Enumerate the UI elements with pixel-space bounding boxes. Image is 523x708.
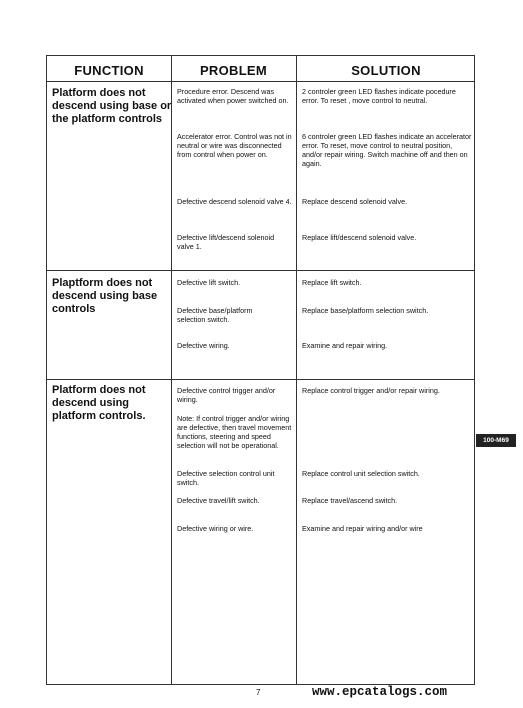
solution-3-3: Replace travel/ascend switch. [302, 496, 398, 505]
problem-1-3: Defective descend solenoid valve 4. [177, 197, 292, 206]
problem-3-3: Defective travel/lift switch. [177, 496, 260, 505]
problem-3-4: Defective wiring or wire. [177, 524, 254, 533]
column-divider [171, 56, 172, 684]
function-2: Plaptform does not descend using base controls [52, 277, 158, 315]
problem-2-2: Defective base/platform selection switch. [177, 306, 253, 324]
header-function: FUNCTION [74, 63, 144, 78]
solution-3-2: Replace control unit selection switch. [302, 469, 420, 478]
solution-3-1: Replace control trigger and/or repair wiring. [302, 386, 440, 395]
problem-3-1: Defective control trigger and/or wiring. [177, 386, 276, 404]
section-divider [47, 379, 474, 380]
header-solution: SOLUTION [351, 63, 421, 78]
troubleshooting-table [46, 55, 475, 685]
problem-1-2: Accelerator error. Control was not in neutral or wire was disconnected from control when power on. [177, 132, 292, 159]
column-divider [296, 56, 297, 684]
solution-1-4: Replace lift/descend solenoid valve. [302, 233, 417, 242]
solution-1-1: 2 controler green LED flashes indicate pocedure error. To reset , move control to neutral. [302, 87, 456, 105]
function-3: Platform does not descend using platform controls. [52, 384, 146, 422]
solution-1-3: Replace descend solenoid valve. [302, 197, 408, 206]
solution-2-1: Replace lift switch. [302, 278, 362, 287]
problem-2-1: Defective lift switch. [177, 278, 241, 287]
problem-1-4: Defective lift/descend solenoid valve 1. [177, 233, 275, 251]
solution-2-2: Replace base/platform selection switch. [302, 306, 429, 315]
solution-1-2: 6 controler green LED flashes indicate an accelerator error. To reset, move control to neutral position, and/or repair wiring. Switch machine off and then on again. [302, 132, 472, 168]
problem-2-3: Defective wiring. [177, 341, 230, 350]
problem-3-note: Note: If control trigger and/or wiring are defective, then travel movement functions, steering and speed selection will not be operational. [177, 414, 292, 450]
page-number: 7 [256, 688, 261, 697]
header-problem: PROBLEM [199, 63, 268, 78]
solution-2-3: Examine and repair wiring. [302, 341, 388, 350]
header-divider [47, 81, 474, 82]
section-divider [47, 270, 474, 271]
problem-3-2: Defective selection control unit switch. [177, 469, 275, 487]
website-watermark: www.epcatalogs.com [312, 685, 448, 699]
section-tab: 100-M69 [476, 434, 516, 447]
solution-3-4: Examine and repair wiring and/or wire [302, 524, 423, 533]
function-1: Platform does not descend using base or the platform controls [52, 87, 172, 125]
problem-1-1: Procedure error. Descend was activated when power switched on. [177, 87, 289, 105]
